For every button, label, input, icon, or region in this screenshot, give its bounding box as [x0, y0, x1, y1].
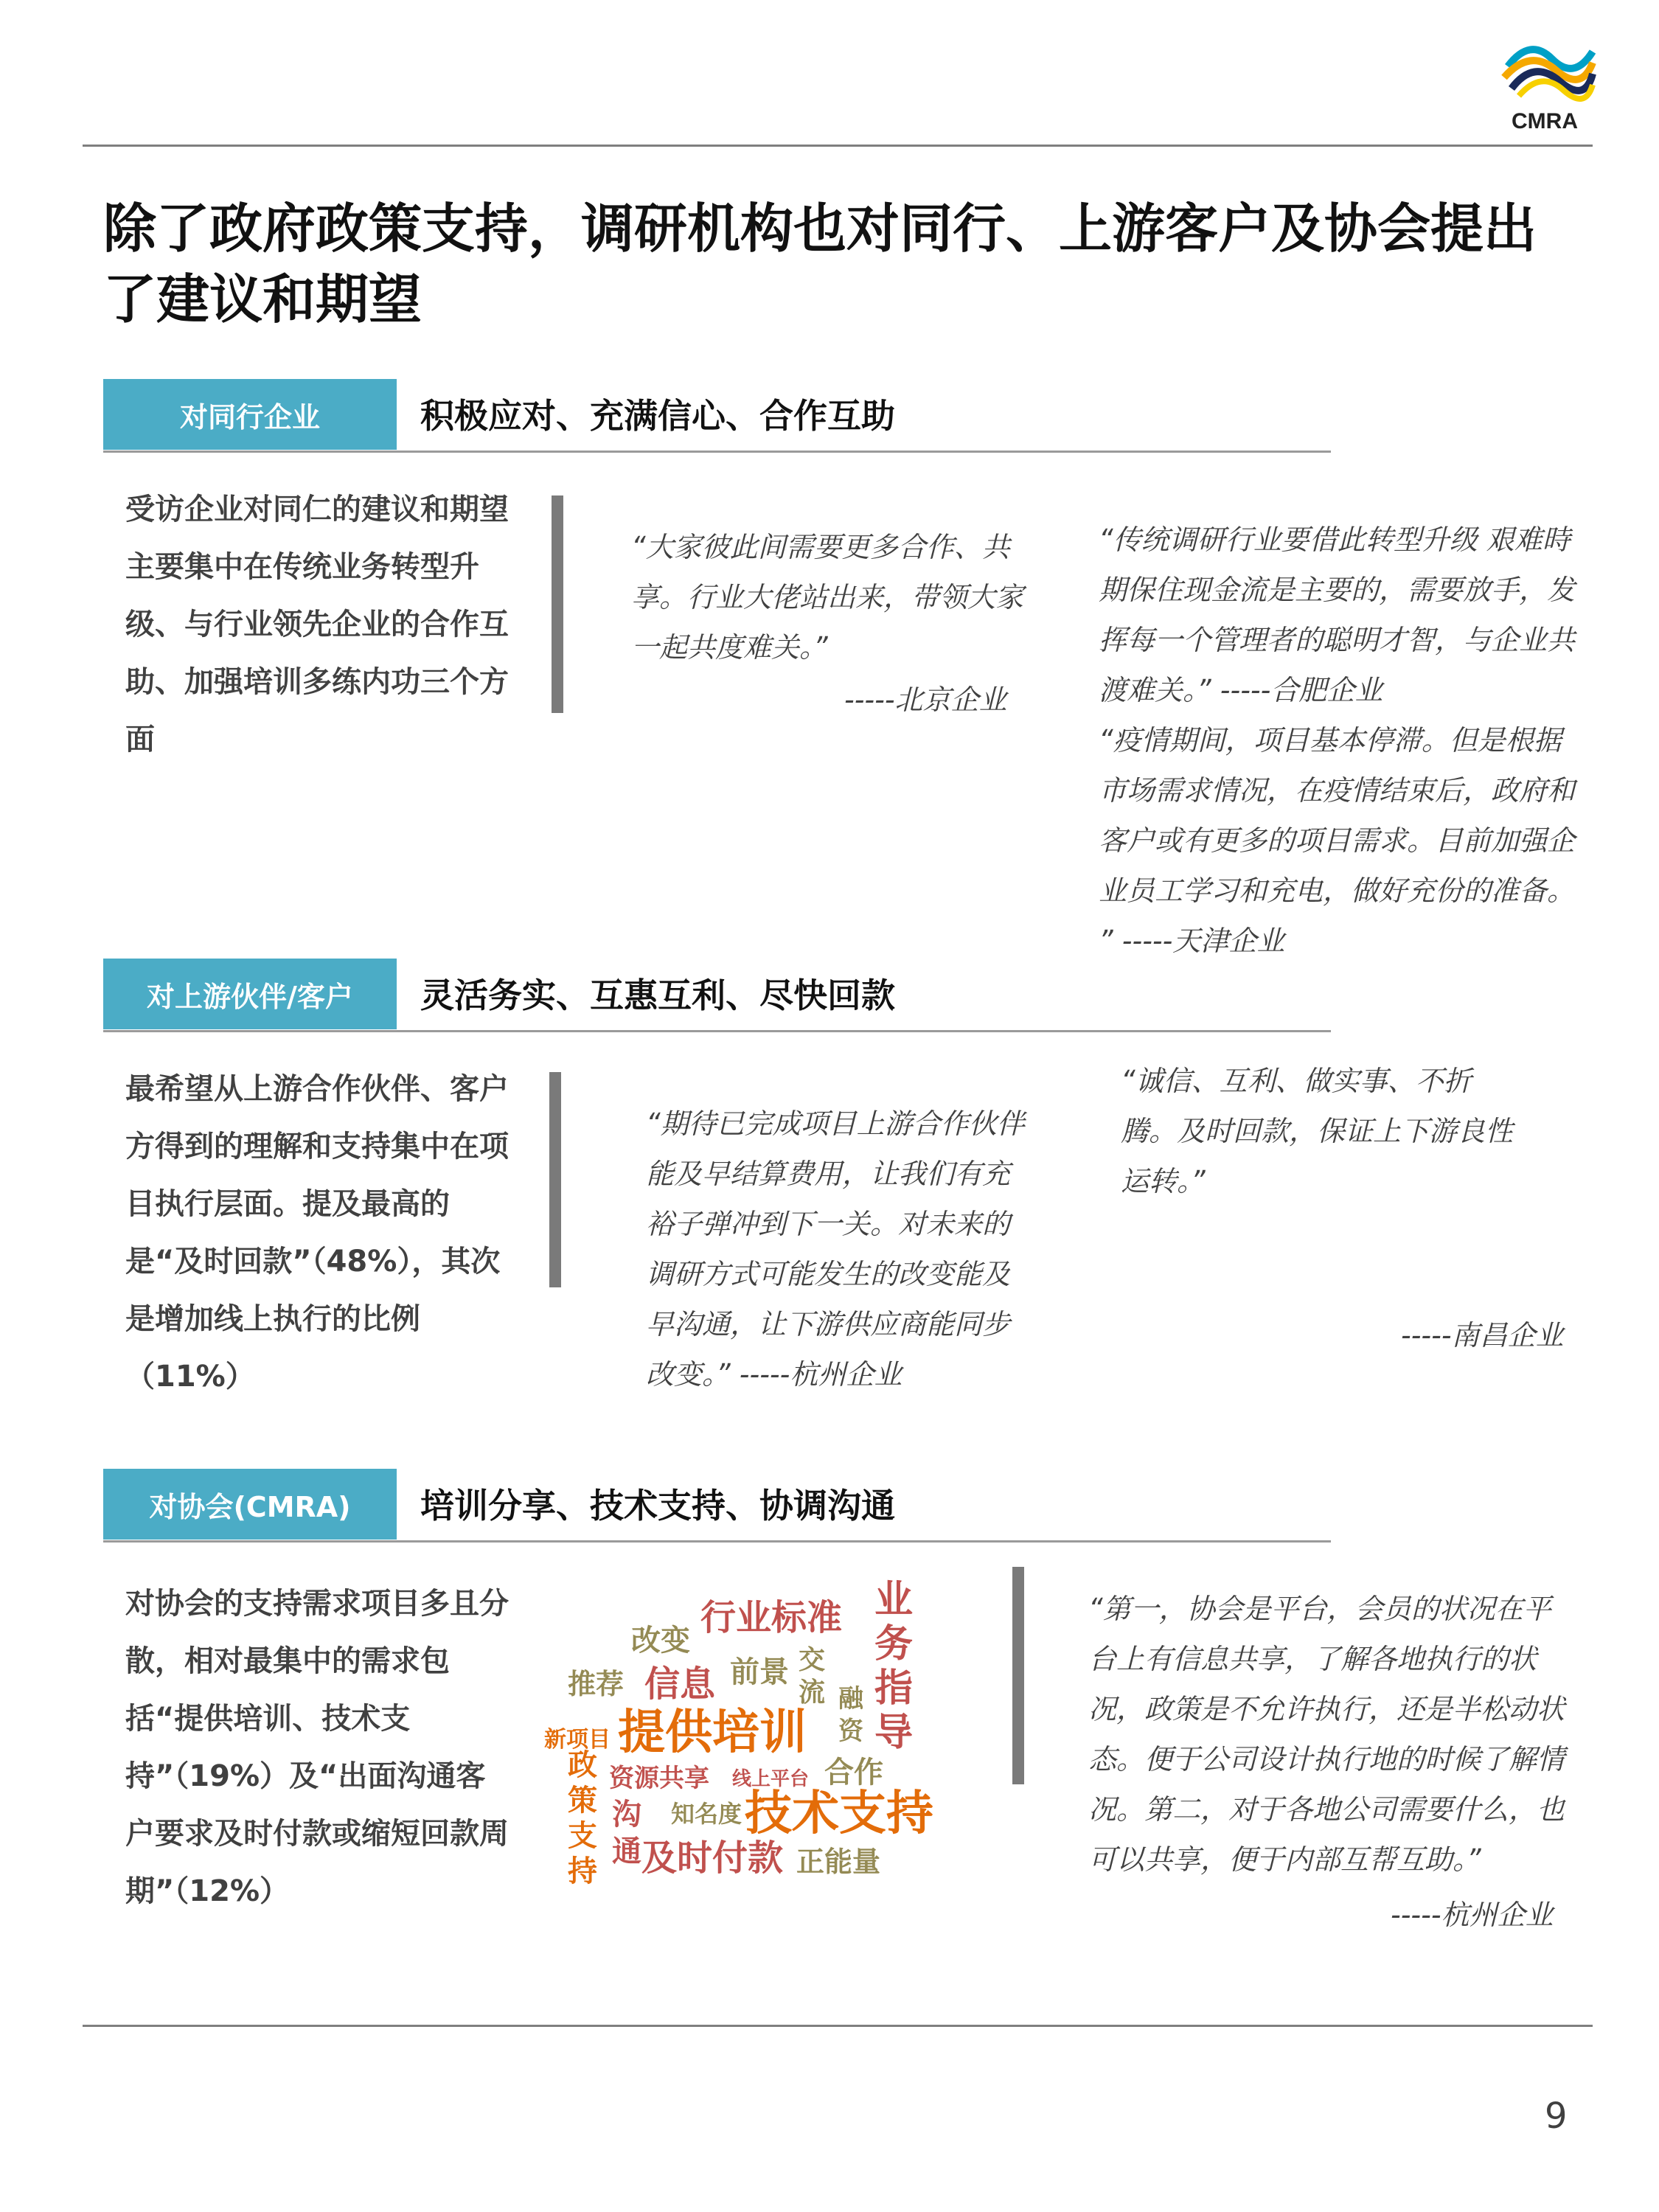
quote-tianjin: “疫情期间，项目基本停滞。但是根据市场需求情况，在疫情结束后，政府和客户或有更多的项目需求。目前加强企业员工学习和充电，做好充份的准备。 ” -----天津企业	[1099, 724, 1576, 957]
section-summary-upstream: 最希望从上游合作伙伴、客户方得到的理解和支持集中在项目执行层面。提及最高的是“及时回款”（48%），其次是增加线上执行的比例（11%）	[125, 1072, 509, 1394]
quote-bar	[549, 1072, 561, 1287]
word-zhengce-zhichi: 政策支持	[568, 1748, 597, 1888]
quote-hefei: “传统调研行业要借此转型升级 艰难時期保住现金流是主要的，需要放手，发挥每一个管理者的聪明才智，与企业共渡难关。” -----合肥企业	[1099, 524, 1576, 706]
word-hezuo: 合作	[824, 1756, 883, 1790]
word-tigong-peixun: 提供培训	[618, 1705, 807, 1760]
word-goutong: 沟通	[612, 1798, 641, 1868]
word-rongzi: 融资	[838, 1684, 863, 1746]
section-summary-cmra: 对协会的支持需求项目多且分散，相对最集中的需求包括“提供培训、技术支持”（19%）及“出面沟通客户要求及时付款或缩短回款周期”（12%）	[125, 1587, 509, 1908]
quote-source-nanchang: -----南昌企业	[1401, 1319, 1564, 1352]
header-rule	[83, 145, 1593, 147]
footer-rule	[83, 2025, 1593, 2027]
cmra-logo-icon	[1500, 22, 1596, 103]
quote-hangzhou-upstream: “期待已完成项目上游合作伙伴能及早结算费用，让我们有充裕子弹冲到下一关。对未来的调研方式可能发生的改变能及早沟通，让下游供应商能同步改变。” -----杭州企业	[646, 1107, 1025, 1391]
word-qianjing: 前景	[730, 1655, 789, 1689]
quote-source-hangzhou-cmra: -----杭州企业	[1391, 1899, 1554, 1931]
word-ziyuan-gongxiang: 资源共享	[609, 1764, 709, 1793]
word-xianshang-pingtai: 线上平台	[732, 1768, 810, 1790]
section-tag-peers: 对同行企业	[103, 379, 397, 450]
word-gaibian: 改变	[631, 1624, 690, 1658]
section-divider	[103, 1540, 1331, 1543]
section-divider	[103, 451, 1331, 453]
quote-source-beijing: -----北京企业	[844, 684, 1007, 716]
page-title: 除了政府政策支持，调研机构也对同行、上游客户及协会提出了建议和期望	[103, 198, 1537, 330]
section-subtitle-cmra: 培训分享、技术支持、协调沟通	[420, 1486, 895, 1526]
section-divider	[103, 1030, 1331, 1032]
section-tag-upstream: 对上游伙伴/客户	[103, 959, 397, 1029]
logo-text: CMRA	[1512, 109, 1578, 133]
quote-bar	[1012, 1567, 1024, 1784]
word-yewu-zhidao: 业务指导	[874, 1578, 914, 1755]
word-jiaoliu: 交流	[799, 1645, 826, 1708]
section-summary-peers: 受访企业对同仁的建议和期望主要集中在传统业务转型升级、与行业领先企业的合作互助、加强培训多练内功三个方面	[125, 493, 509, 757]
page-number: 9	[1545, 2096, 1568, 2137]
section-tag-cmra: 对协会(CMRA)	[103, 1469, 397, 1540]
word-tuijian: 推荐	[568, 1668, 625, 1700]
word-zhimingdu: 知名度	[671, 1800, 742, 1828]
word-zhengnengliang: 正能量	[796, 1846, 881, 1878]
word-xinxi: 信息	[644, 1663, 716, 1705]
section-subtitle-peers: 积极应对、充满信心、合作互助	[420, 396, 895, 436]
section-subtitle-upstream: 灵活务实、互惠互利、尽快回款	[420, 975, 895, 1015]
word-xinxiangmu: 新项目	[544, 1727, 611, 1753]
quote-bar	[552, 495, 563, 713]
word-hangye-biaozhun: 行业标准	[700, 1597, 843, 1638]
quote-hangzhou-cmra: “第一，协会是平台，会员的状况在平台上有信息共享，了解各地执行的状况，政策是不允许执行，还是半松动状态。便于公司设计执行地的时候了解情况。第二，对于各地公司需要什么，也可以共享，便于内部互帮互助。”	[1088, 1593, 1565, 1876]
word-jishu-zhichi: 技术支持	[745, 1787, 933, 1841]
quote-nanchang: “诚信、互利、做实事、不折腾。及时回款，保证上下游良性运转。”	[1121, 1065, 1514, 1197]
quote-beijing: “大家彼此间需要更多合作、共享。行业大佬站出来，带领大家一起共度难关。”	[631, 531, 1024, 664]
word-jishi-fukuan: 及时付款	[641, 1837, 784, 1879]
